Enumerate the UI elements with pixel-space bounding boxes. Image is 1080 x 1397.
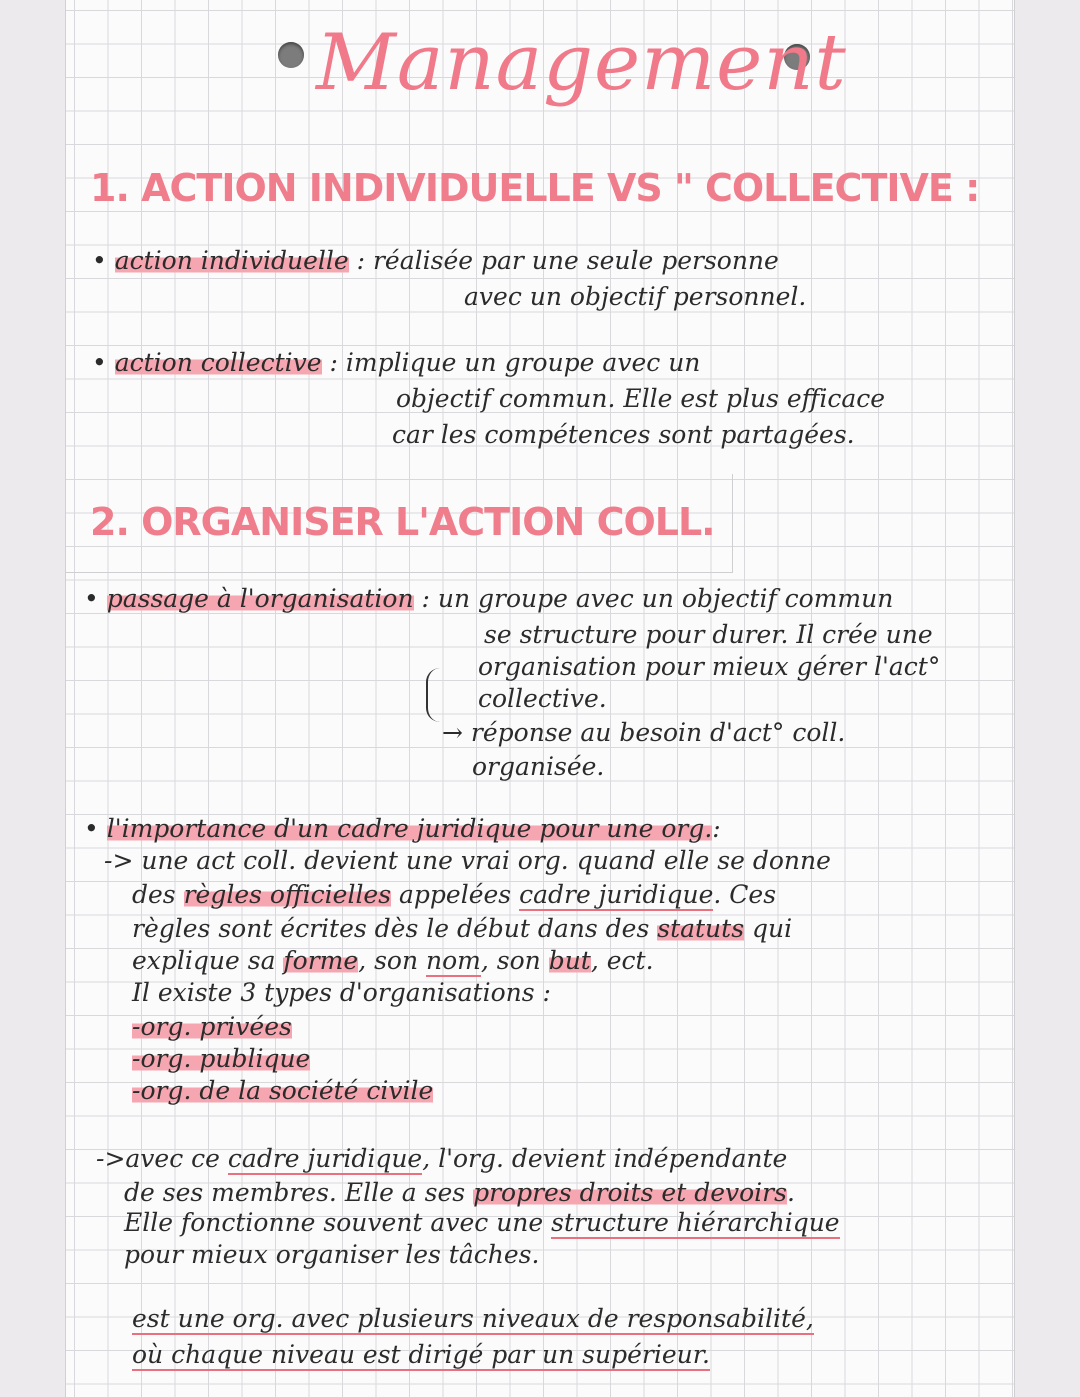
type-text: -org. privées [132,1012,292,1041]
text: , l'org. devient indépendante [422,1144,788,1173]
type-prive [132,1012,292,1041]
passage-def-1: : un groupe avec un objectif commun [421,584,894,613]
notebook-page [66,0,1014,1397]
passage-term: passage à l'organisation [106,584,414,613]
text: règles sont écrites dès le début dans des [132,914,658,943]
definition-line-1: est une org. avec plusieurs niveaux de responsabilité, [132,1304,814,1333]
section-1-heading: 1. ACTION INDIVIDUELLE VS " COLLECTIVE : [90,166,980,210]
text: Elle fonctionne souvent avec une [124,1208,552,1237]
coll-def-1: : implique un groupe avec un [329,348,701,377]
importance-term: l'importance d'un cadre juridique pour une org. [106,814,713,843]
keyword-structure: structure hiérarchique [551,1208,840,1237]
text: , son [358,946,427,975]
importance-line-5: Il existe 3 types d'organisations : [132,978,551,1007]
indiv-def-2: avec un objectif personnel. [464,282,807,311]
keyword-cadre: cadre juridique [519,880,714,909]
section-2-heading: 2. ORGANISER L'ACTION COLL. [90,500,715,544]
passage-def-3: organisation pour mieux gérer l'act° [478,652,941,681]
after-line-2 [124,1178,795,1207]
keyword-statuts: statuts [657,914,745,943]
passage-line-1 [84,584,893,613]
text: appelées [391,880,520,909]
passage-def-2: se structure pour durer. Il crée une [484,620,933,649]
bullet: • [84,584,107,613]
keyword-but: but [548,946,591,975]
coll-def-2: objectif commun. Elle est plus efficace [396,384,886,413]
importance-line [84,814,721,843]
type-publique [132,1044,310,1073]
page-title: Management [316,18,847,108]
text: explique sa [132,946,284,975]
text: ->avec ce [96,1144,228,1173]
passage-def-5: → réponse au besoin d'act° coll. [442,718,846,747]
bullet: • [92,348,115,377]
after-line-3 [124,1208,840,1237]
punch-hole-left [278,42,304,68]
keyword-cadre: cadre juridique [227,1144,423,1173]
after-line-1 [96,1144,787,1173]
coll-def-3: car les compétences sont partagées. [392,420,855,449]
bullet: • [84,814,107,843]
text: , ect. [590,946,654,975]
indiv-def-1: : réalisée par une seule personne [356,246,779,275]
type-text: -org. de la société civile [132,1076,434,1105]
keyword-nom: nom [426,946,481,975]
bullet: • [92,246,115,275]
importance-colon: : [712,814,721,843]
passage-def-4: collective. [478,684,607,713]
importance-line-4 [132,946,654,975]
text: . [786,1178,795,1207]
text: . Ces [713,880,777,909]
text: des [132,880,184,909]
brace-symbol [426,668,442,722]
coll-term: action collective [114,348,322,377]
passage-def-6: organisée. [472,752,605,781]
type-text: -org. publique [132,1044,311,1073]
text: , son [480,946,549,975]
keyword-droits: propres droits et devoirs [473,1178,787,1207]
indiv-term: action individuelle [114,246,349,275]
importance-line-1: -> une act coll. devient une vrai org. quand elle se donne [104,846,831,875]
type-civile [132,1076,433,1105]
importance-line-2 [132,880,776,909]
text: qui [744,914,793,943]
text: de ses membres. Elle a ses [124,1178,474,1207]
importance-line-3 [132,914,792,943]
indiv-line-1 [92,246,779,275]
keyword-regles: règles officielles [183,880,392,909]
definition-line-2: où chaque niveau est dirigé par un supérieur. [132,1340,710,1369]
keyword-forme: forme [283,946,359,975]
after-line-4: pour mieux organiser les tâches. [124,1240,540,1269]
coll-line-1 [92,348,700,377]
